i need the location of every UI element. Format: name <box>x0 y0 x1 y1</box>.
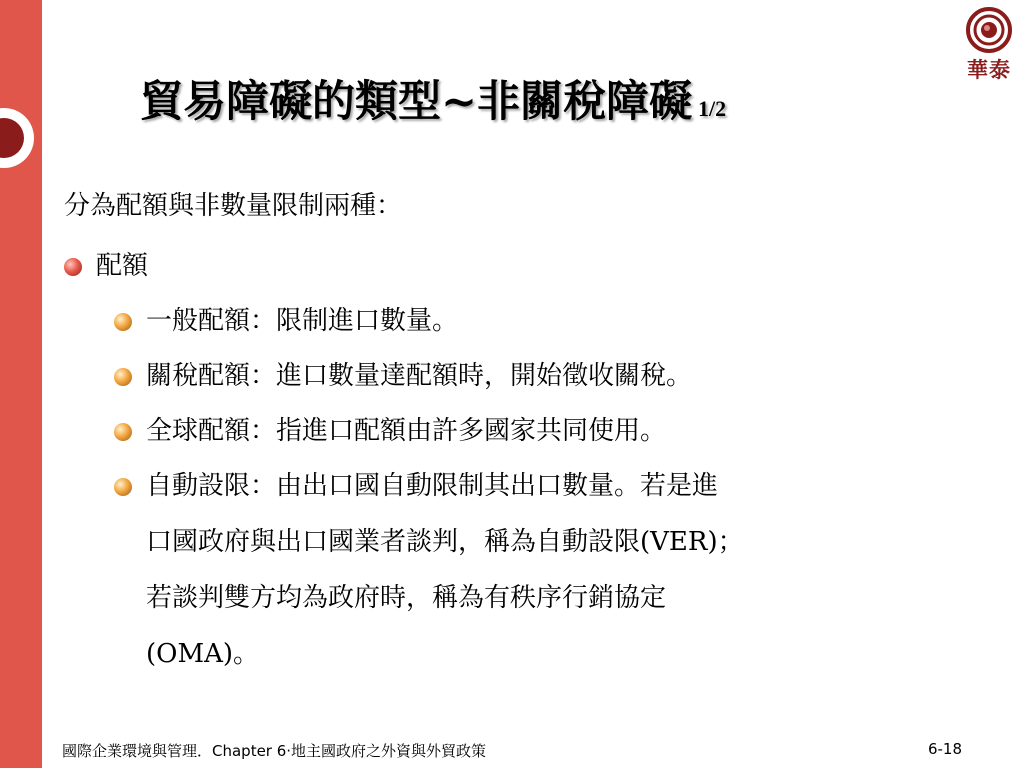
concentric-ring-logo-icon <box>958 6 1020 54</box>
bar-ring-decoration <box>0 108 34 168</box>
list-item-text: 關稅配額：進口數量達配額時，開始徵收關稅。 <box>146 361 693 391</box>
list-item <box>114 301 458 343</box>
logo-text: 華泰 <box>967 58 1011 82</box>
orange-sphere-bullet-icon <box>114 368 132 386</box>
red-sphere-bullet-icon <box>64 258 82 276</box>
logo <box>958 6 1020 86</box>
list-item-text: 自動設限：由出口國自動限制其出口數量。若是進 <box>146 471 719 501</box>
page-number: 6-18 <box>927 740 962 758</box>
orange-sphere-bullet-icon <box>114 478 132 496</box>
orange-sphere-bullet-icon <box>114 313 132 331</box>
list-item-text: 一般配額：限制進口數量。 <box>146 306 459 336</box>
intro-text: 分為配額與非數量限制兩種： <box>64 191 403 221</box>
orange-sphere-bullet-icon <box>114 423 132 441</box>
slide-title-text: 貿易障礙的類型~非關稅障礙 <box>140 77 693 127</box>
left-decorative-bar <box>0 0 42 768</box>
level1-label: 配額 <box>96 251 149 281</box>
list-item-continuation: 口國政府與出口國業者談判，稱為自動設限(VER)； <box>146 527 744 557</box>
slide-title-suffix: 1/2 <box>698 96 727 121</box>
slide-title <box>140 68 726 129</box>
footer-text: 國際企業環境與管理．Chapter 6‧地主國政府之外資與外貿政策 <box>62 742 487 760</box>
list-item <box>114 411 666 453</box>
list-item-level1 <box>64 246 148 288</box>
list-item-continuation: 若談判雙方均為政府時，稱為有秩序行銷協定 <box>146 583 667 613</box>
list-item-text: 全球配額：指進口配額由許多國家共同使用。 <box>146 416 667 446</box>
list-item <box>114 356 692 398</box>
list-item <box>114 466 718 508</box>
list-item-continuation: (OMA)。 <box>146 639 260 669</box>
